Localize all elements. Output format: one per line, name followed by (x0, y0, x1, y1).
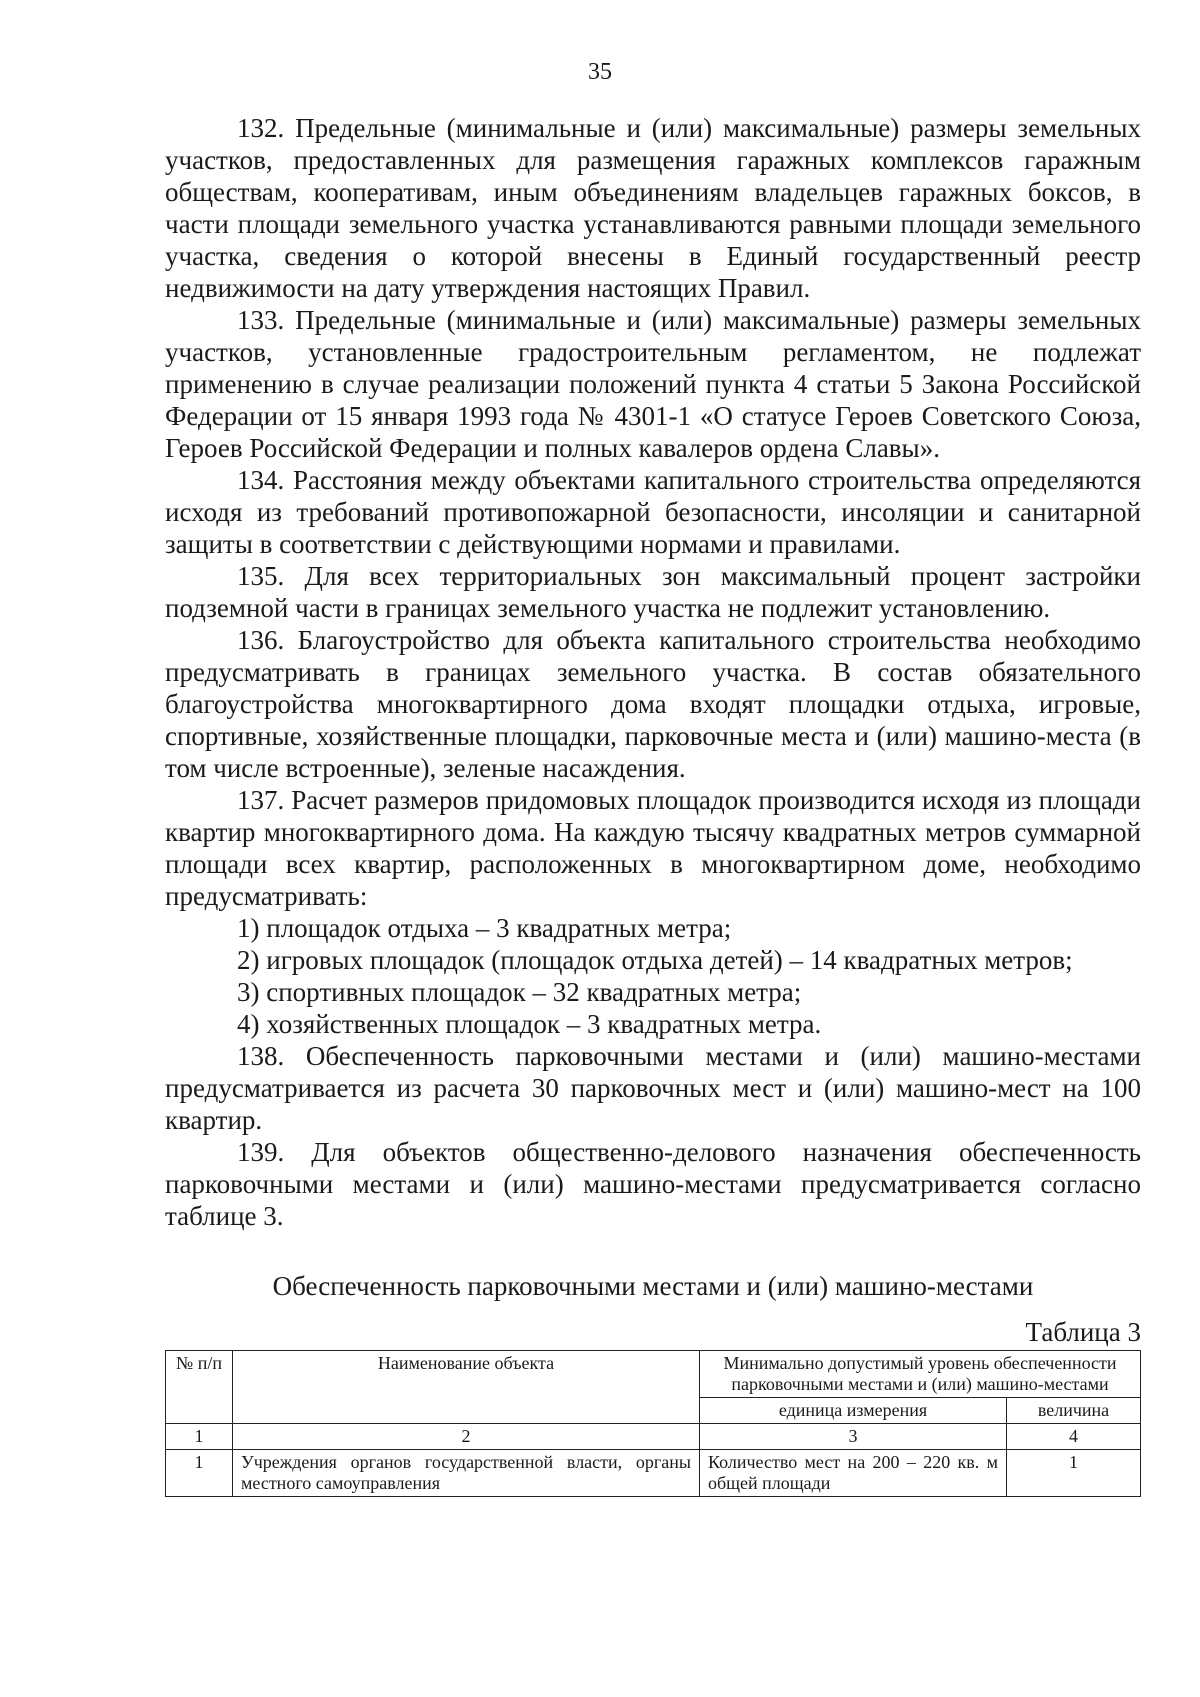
row-name: Учреждения органов государственной власти, органы местного самоуправления (233, 1450, 700, 1497)
paragraph-138: 138. Обеспеченность парковочными местами и (или) машино-местами предусматривается из расчета 30 парковочных мест и (или) машино-мест на 100 квартир. (165, 1041, 1141, 1135)
page-number: 35 (588, 59, 612, 85)
header-name: Наименование объекта (233, 1351, 700, 1424)
row-unit: Количество мест на 200 – 220 кв. м общей площади (700, 1450, 1007, 1497)
paragraph-137: 137. Расчет размеров придомовых площадок производится исходя из площади квартир многоквартирного дома. На каждую тысячу квадратных метров суммарной площади всех квартир, расположенных в многоквартирном доме, необходимо предусматривать: (165, 785, 1141, 911)
parking-norms-table (165, 1350, 1141, 1497)
table-label: Таблица 3 (1025, 1317, 1141, 1347)
col-number-4: 4 (1007, 1424, 1141, 1450)
row-num: 1 (166, 1450, 233, 1497)
paragraph-139: 139. Для объектов общественно-делового назначения обеспеченность парковочными местами и (или) машино-местами предусматривается согласно таблице 3. (165, 1137, 1141, 1231)
paragraph-133: 133. Предельные (минимальные и (или) максимальные) размеры земельных участков, установленные градостроительным регламентом, не подлежат применению в случае реализации положений пункта 4 статьи 5 Закона Российской Федерации от 15 января 1993 года № 4301-1 «О статусе Героев Советского Союза, Героев Российской Федерации и полных кавалеров ордена Славы». (165, 305, 1141, 463)
table-row (166, 1450, 1141, 1497)
row-value: 1 (1007, 1450, 1141, 1497)
document-body (165, 112, 1141, 1497)
paragraph-136: 136. Благоустройство для объекта капитального строительства необходимо предусматривать в границах земельного участка. В состав обязательного благоустройства многоквартирного дома входят площадки отдыха, игровые, спортивные, хозяйственные площадки, парковочные места и (или) машино-места (в том числе встроенные), зеленые насаждения. (165, 625, 1141, 783)
col-number-2: 2 (233, 1424, 700, 1450)
paragraph-132: 132. Предельные (минимальные и (или) максимальные) размеры земельных участков, предоставленных для размещения гаражных комплексов гаражным обществам, кооперативам, иным объединениям владельцев гаражных боксов, в части площади земельного участка устанавливаются равными площади земельного участка, сведения о которой внесены в Единый государственный реестр недвижимости на дату утверждения настоящих Правил. (165, 113, 1141, 303)
table-header-row (166, 1351, 1141, 1398)
list-item-2: 2) игровых площадок (площадок отдыха детей) – 14 квадратных метров; (237, 945, 1073, 975)
paragraph-135: 135. Для всех территориальных зон максимальный процент застройки подземной части в границах земельного участка не подлежит установлению. (165, 561, 1141, 623)
header-value: величина (1007, 1398, 1141, 1424)
col-number-3: 3 (700, 1424, 1007, 1450)
header-level: Минимально допустимый уровень обеспеченности парковочными местами и (или) машино-местами (700, 1351, 1141, 1398)
header-unit: единица измерения (700, 1398, 1007, 1424)
table-column-numbers-row (166, 1424, 1141, 1450)
col-number-1: 1 (166, 1424, 233, 1450)
list-item-4: 4) хозяйственных площадок – 3 квадратных метра. (237, 1009, 822, 1039)
list-item-1: 1) площадок отдыха – 3 квадратных метра; (237, 913, 732, 943)
header-num: № п/п (166, 1351, 233, 1424)
table-title: Обеспеченность парковочными местами и (или) машино-местами (272, 1271, 1034, 1301)
paragraph-134: 134. Расстояния между объектами капитального строительства определяются исходя из требований противопожарной безопасности, инсоляции и санитарной защиты в соответствии с действующими нормами и правилами. (165, 465, 1141, 559)
list-item-3: 3) спортивных площадок – 32 квадратных метра; (237, 977, 802, 1007)
